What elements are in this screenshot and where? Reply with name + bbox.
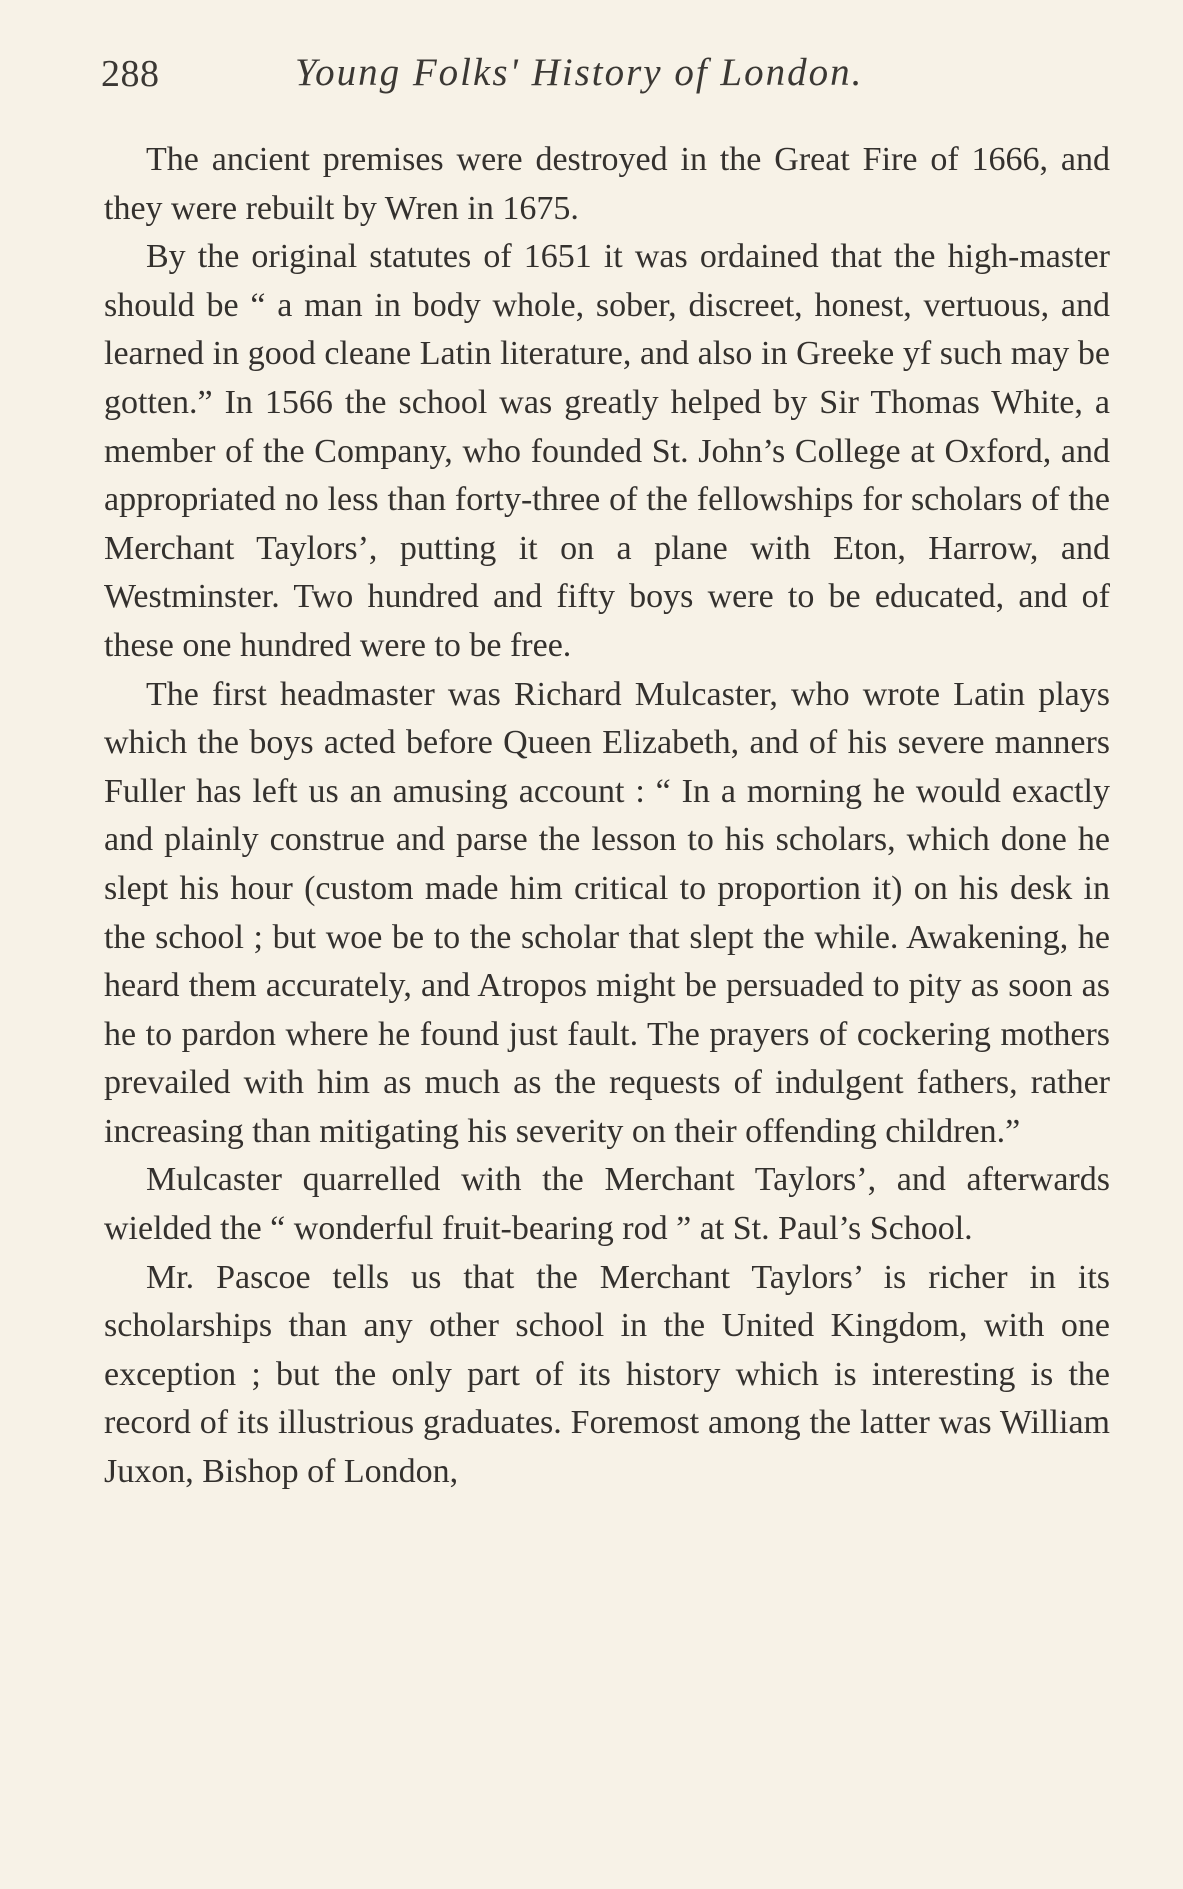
paragraph: Mulcaster quarrelled with the Merchant Taylors’, and afterwards wielded the “ wonderful fruit-bearing rod ” at St. Paul’s School. — [104, 1161, 1110, 1248]
page-header — [101, 50, 931, 106]
paragraph: Mr. Pascoe tells us that the Merchant Taylors’ is richer in its scholarships than any other school in the United Kingdom, with one exception ; but the only part of its history which is interesting is the record of its illustrious graduates. Foremost among the latter was William Juxon, Bishop of London, — [104, 1258, 1110, 1491]
paragraph: The ancient premises were destroyed in the Great Fire of 1666, and they were rebuilt by Wren in 1675. — [104, 141, 1110, 227]
page-number: 288 — [101, 53, 160, 95]
paragraph: By the original statutes of 1651 it was ordained that the high-master should be “ a man in body whole, sober, discreet, honest, vertuous, and learned in good cleane Latin literature, and also in Greeke yf such may be gotten.” In 1566 the school was greatly helped by Sir Thomas White, a member of the Company, who founded St. John’s College at Oxford, and appropriated no less than forty-three of the fellowships for scholars of the Merchant Taylors’, putting it on a plane with Eton, Harrow, and Westminster. Two hundred and fifty boys were to be educated, and of these one hundred were to be free. — [104, 238, 1110, 664]
paragraph: The first headmaster was Richard Mulcaster, who wrote Latin plays which the boys acted before Queen Elizabeth, and of his severe manners Fuller has left us an amusing account : “ In a morning he would exactly and plainly construe and parse the lesson to his scholars, which done he slept his hour (custom made him critical to proportion it) on his desk in the school ; but woe be to the scholar that slept the while. Awakening, he heard them accurately, and Atropos might be persuaded to pity as soon as he to pardon where he found just fault. The prayers of cockering mothers prevailed with him as much as the requests of indulgent fathers, rather increasing than mitigating his severity on their offending children.” — [104, 675, 1110, 1150]
running-title: Young Folks' History of London. — [295, 51, 864, 94]
body-text — [104, 136, 1110, 1497]
